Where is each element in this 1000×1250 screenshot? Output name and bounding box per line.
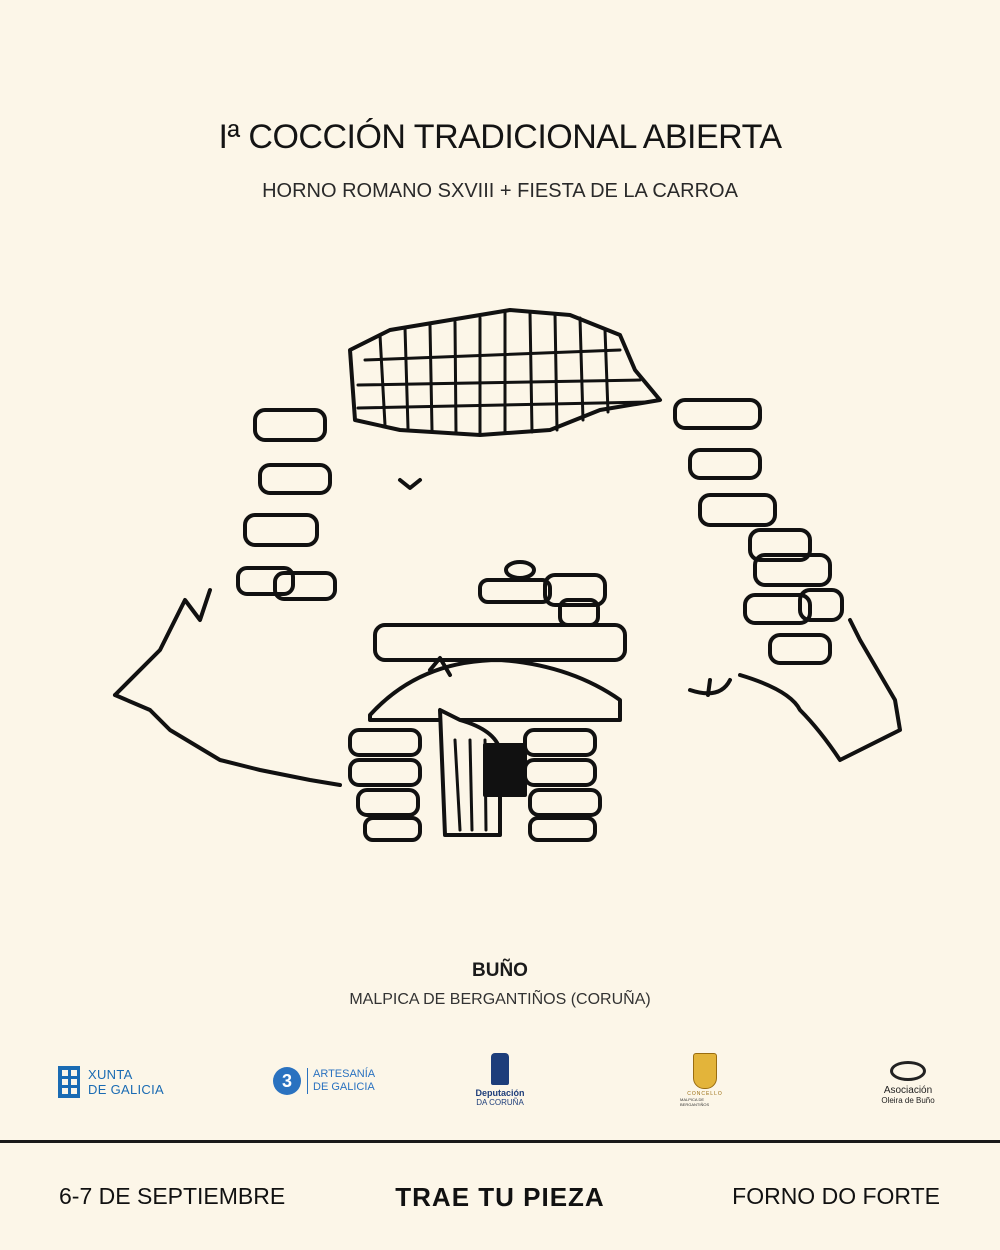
concello-line2: MALPICA DE BERGANTIÑOS xyxy=(680,1097,710,1107)
xunta-line1: XUNTA xyxy=(88,1067,133,1082)
concello-shield-icon xyxy=(693,1053,717,1089)
event-dates: 6-7 DE SEPTIEMBRE xyxy=(59,1183,286,1209)
call-to-action: TRAE TU PIEZA xyxy=(395,1182,605,1212)
artesania-mark-icon: 3 xyxy=(273,1067,301,1095)
asociacion-line1: Asociación xyxy=(883,1085,933,1096)
asociacion-logo xyxy=(878,1061,938,1105)
page-title: Iª COCCIÓN TRADICIONAL ABIERTA xyxy=(218,118,782,156)
deputacion-line1: Deputación xyxy=(475,1088,525,1098)
kiln-sketch-icon xyxy=(100,290,910,850)
deputacion-logo xyxy=(470,1053,530,1107)
xunta-logo xyxy=(58,1066,164,1098)
artesania-line2: DE GALICIA xyxy=(313,1081,375,1093)
location-region: MALPICA DE BERGANTIÑOS (CORUÑA) xyxy=(349,991,651,1008)
event-venue: FORNO DO FORTE xyxy=(732,1183,940,1209)
page-subtitle: HORNO ROMANO SXVIII + FIESTA DE LA CARROA xyxy=(262,180,738,202)
deputacion-tower-icon xyxy=(491,1053,509,1085)
artesania-logo xyxy=(273,1067,375,1095)
concello-line1: CONCELLO xyxy=(687,1091,723,1097)
artesania-line1: ARTESANÍA xyxy=(313,1068,376,1080)
asociacion-line2: Oleira de Buño xyxy=(881,1096,935,1105)
xunta-line2: DE GALICIA xyxy=(88,1082,164,1097)
footer-divider xyxy=(0,1140,1000,1143)
xunta-mark-icon xyxy=(58,1066,80,1098)
location-place: BUÑO xyxy=(472,960,528,981)
deputacion-line2: DA CORUÑA xyxy=(476,1098,524,1107)
concello-logo xyxy=(680,1053,730,1107)
asociacion-mark-icon xyxy=(890,1061,926,1081)
